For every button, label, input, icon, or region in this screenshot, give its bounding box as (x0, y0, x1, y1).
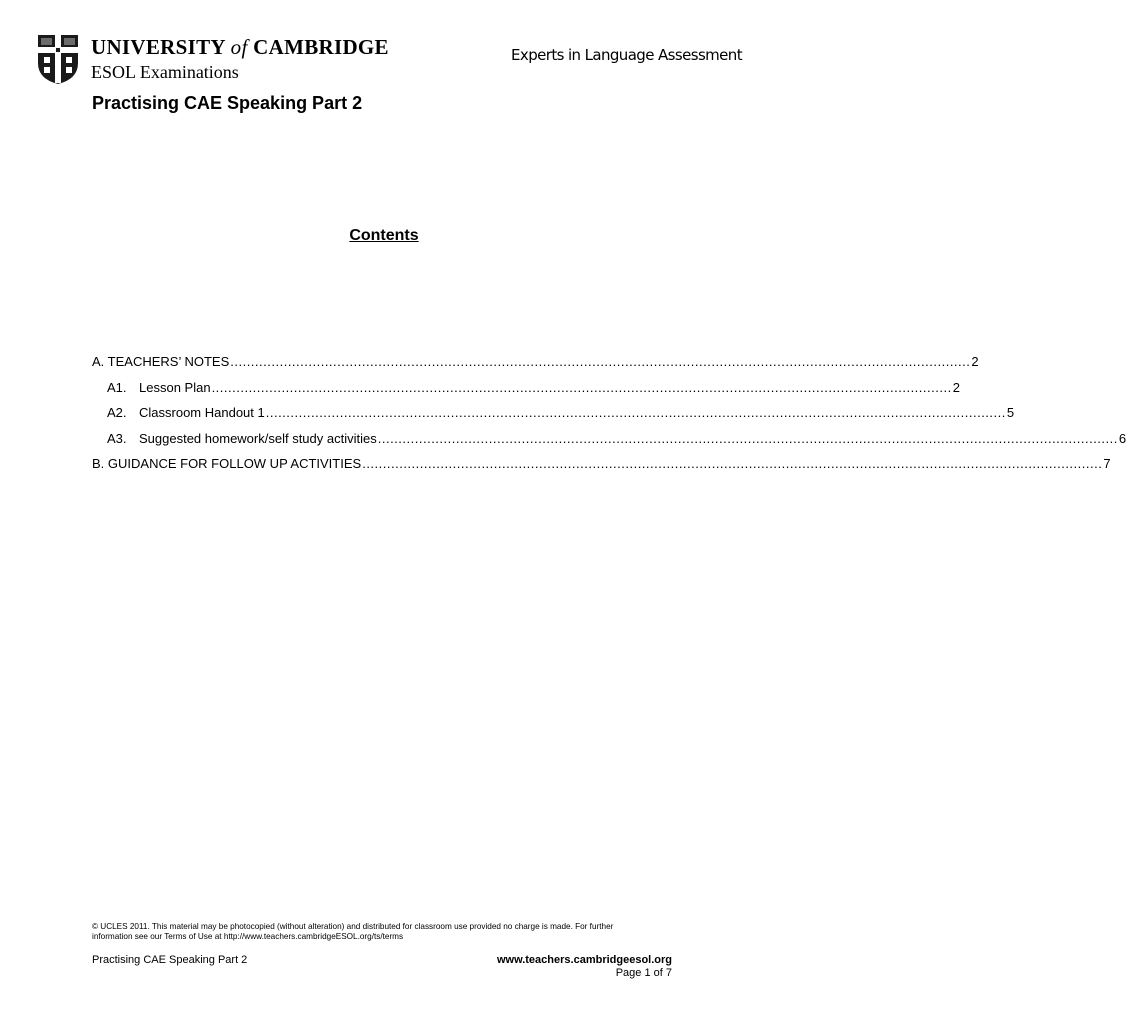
toc-entry-label: Lesson Plan (139, 379, 211, 395)
toc-entry-page: 6 (1118, 430, 1126, 446)
document-title: Practising CAE Speaking Part 2 (92, 93, 363, 113)
university-shield-crest-icon (36, 33, 80, 85)
footer-right-block (497, 954, 672, 980)
page-indicator: Page 1 of 7 (615, 967, 672, 979)
copyright-notice (92, 922, 682, 942)
copyright-line: information see our Terms of Use at http://www.teachers.cambridgeESOL.org/ts/terms (92, 932, 404, 941)
toc-entry-number: A3. (107, 430, 127, 446)
toc-dot-leader: .................................................................................................................................................................................... (265, 405, 1006, 420)
toc-entry-label: B. GUIDANCE FOR FOLLOW UP ACTIVITIES (92, 456, 362, 471)
toc-dot-leader: .................................................................................................................................................................................... (362, 456, 1103, 471)
contents-heading: Contents (349, 227, 419, 244)
toc-entry-number: A2. (107, 405, 127, 420)
toc-entry-page: 5 (1006, 405, 1015, 420)
toc-dot-leader: .................................................................................................................................................................................... (377, 430, 1118, 446)
toc-entry-homework-activities[interactable] (92, 430, 1126, 457)
toc-entry-teachers-notes[interactable] (92, 354, 979, 380)
university-name (91, 35, 389, 60)
university-name-word-1: UNIVERSITY (91, 35, 226, 59)
footer-website-link[interactable]: www.teachers.cambridgeesol.org (496, 954, 672, 966)
toc-entry-page: 2 (971, 354, 979, 369)
toc-entry-number: A1. (107, 379, 127, 395)
footer-document-name: Practising CAE Speaking Part 2 (92, 954, 248, 966)
subunit-name: ESOL Examinations (91, 62, 239, 82)
university-name-word-2: CAMBRIDGE (253, 35, 389, 59)
tagline: Experts in Language Assessment (511, 46, 742, 64)
toc-entry-label: Suggested homework/self study activities (139, 430, 377, 446)
toc-entry-page: 7 (1103, 456, 1111, 471)
toc-dot-leader: .................................................................................................................................................................................... (230, 354, 971, 369)
toc-entry-page: 2 (952, 379, 960, 395)
toc-entry-lesson-plan[interactable] (92, 379, 960, 406)
page-header (36, 30, 748, 90)
toc-dot-leader: .................................................................................................................................................................................... (211, 379, 952, 395)
toc-entry-classroom-handout[interactable] (92, 405, 1015, 431)
university-name-of: of (230, 35, 248, 59)
toc-entry-label: Classroom Handout 1 (139, 405, 265, 420)
toc-entry-follow-up-guidance[interactable] (92, 456, 1111, 482)
copyright-line: © UCLES 2011. This material may be photocopied (without alteration) and distributed for classroom use provided no charge is made. For further (92, 922, 614, 931)
table-of-contents (92, 354, 1126, 482)
toc-entry-label: A. TEACHERS’ NOTES (92, 354, 230, 369)
